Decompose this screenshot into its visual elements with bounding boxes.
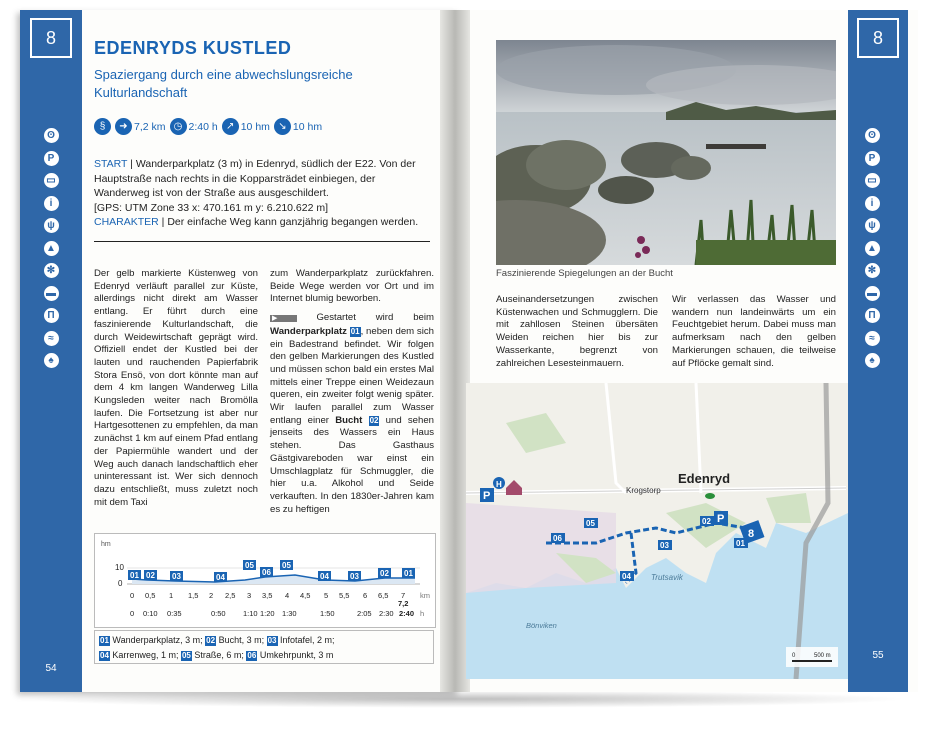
mountain-icon: ▲	[44, 241, 59, 256]
ascent-fact	[222, 118, 270, 135]
svg-text:01: 01	[404, 569, 413, 578]
svg-text:03: 03	[172, 572, 181, 581]
duration-value: 2:40 h	[188, 120, 218, 133]
time-axis	[130, 609, 424, 618]
descent-icon: ↘	[274, 118, 291, 135]
y-tick-10: 10	[115, 563, 124, 572]
legend-badge: 05	[181, 651, 191, 660]
ascent-icon: ↗	[222, 118, 239, 135]
svg-text:0:35: 0:35	[167, 609, 182, 618]
svg-text:P: P	[483, 490, 491, 502]
label-bonviken: Bönviken	[526, 621, 557, 630]
svg-text:1:50: 1:50	[320, 609, 335, 618]
waypoint-badge: 02	[369, 415, 379, 425]
distance-value: 7,2 km	[134, 120, 166, 133]
svg-text:04: 04	[216, 573, 225, 582]
svg-text:1:10: 1:10	[243, 609, 258, 618]
svg-text:1:30: 1:30	[282, 609, 297, 618]
svg-text:5,5: 5,5	[339, 591, 350, 600]
legend-badge: 01	[100, 636, 109, 645]
swim-icon: ≈	[44, 331, 59, 346]
gps-text: [GPS: UTM Zone 33 x: 470.161 m y: 6.210.622 m]	[94, 201, 329, 214]
svg-text:02: 02	[702, 517, 711, 526]
svg-text:2:05: 2:05	[357, 609, 372, 618]
bridge-icon: Π	[44, 308, 59, 323]
difficulty-fact	[94, 118, 111, 135]
col2-text-c: und sehen jenseits des Wassers ein Haus stehen. Das Gasthaus Gästgivareboden war einst ein Umschlagplatz für Schmuggler, die hier u.a. Alkohol und Seide verkauften. In den 1830er-Jahren kam es zu heftigen	[270, 414, 434, 515]
path-icon: §	[94, 118, 111, 135]
profile-unit: hm	[101, 541, 111, 548]
left-column-1: Der gelb markierte Küstenweg von Edenryd verläuft parallel zur Küste, allerdings nicht direkt am Wasser entlang. Er führt durch eine faszinierende Kulturlandschaft, die durch Weidewirtschaft geprägt wird. Offiziell endet der Kustled bei der lauten und rauchenden Papierfabrik Stora Ensö, von dort könnte man auf dem 4 km langen Wanderweg Lilla Kungsleden weiter nach Bromölla laufen. Die Fortsetzung ist aber nur Hartgesottenen zu empfehlen, da man zunächst 1 km auf einem Pfad entlang der Papiermühle wandert und der Weg auch danach landschaftlich eher uninteressant ist. Wer sich dennoch dazu entschließt, muss zuletzt noch mit dem Taxi	[94, 268, 258, 508]
swim-icon: ≈	[865, 331, 880, 346]
scale-zero: 0	[792, 653, 796, 659]
svg-text:6,5: 6,5	[378, 591, 389, 600]
signpost-icon: ➜	[115, 118, 132, 135]
descent-fact	[274, 118, 322, 135]
left-column-2	[270, 268, 434, 516]
label-krogstorp: Krogstorp	[626, 486, 661, 495]
legend-badge: 04	[100, 651, 109, 660]
svg-text:7,2: 7,2	[398, 599, 409, 608]
svg-text:2: 2	[209, 591, 214, 600]
svg-text:0:10: 0:10	[143, 609, 158, 618]
svg-text:2,5: 2,5	[225, 591, 236, 600]
ascent-value: 10 hm	[240, 120, 270, 133]
svg-text:05: 05	[245, 561, 254, 570]
col2-bold-a: Wanderparkplatz	[270, 325, 347, 337]
svg-text:1:20: 1:20	[260, 609, 275, 618]
svg-text:06: 06	[553, 534, 562, 543]
start-text: | Wanderparkplatz (3 m) in Edenryd, südlich der E22. Von der Hauptstraße nach rechts in die Kopparsträdet einbiegen, der Wanderweg ist von der Straße aus ausgeschildert.	[94, 158, 416, 200]
descent-value: 10 hm	[292, 120, 323, 133]
legend-badge: 02	[206, 636, 216, 645]
col2-text-b: , neben dem sich ein Badestrand befindet. Wir folgen den gelben Markierungen des Kustled und müssen schon bald ein erstes Mal mittels einer Treppe einen Weidezaun queren, ein zweiter folgt wenig später. Wir laufen parallel zum Wasser entlang einer	[270, 325, 434, 426]
svg-text:1,5: 1,5	[188, 591, 199, 600]
bus-icon: ▭	[865, 173, 880, 188]
scale-500: 500 m	[814, 653, 831, 659]
col2-bold-b: Bucht	[335, 414, 363, 426]
waypoint-badge: 01	[350, 326, 360, 336]
clock-icon: ◷	[170, 118, 187, 135]
route-subtitle: Spaziergang durch eine abwechslungsreiche Kulturlandschaft	[94, 67, 353, 100]
photo-caption: Faszinierende Spiegelungen an der Bucht	[496, 268, 673, 279]
svg-text:0,5: 0,5	[145, 591, 156, 600]
route-map	[466, 383, 848, 679]
svg-text:2:30: 2:30	[379, 609, 394, 618]
route-title: EDENRYDS KUSTLED	[94, 38, 292, 58]
svg-text:01: 01	[736, 539, 745, 548]
km-axis	[130, 591, 430, 608]
svg-text:6: 6	[363, 591, 368, 600]
left-color-band	[20, 10, 82, 692]
label-edenryd: Edenryd	[678, 471, 731, 486]
bear-icon: ʘ	[865, 128, 880, 143]
character-text: | Der einfache Weg kann ganzjährig begangen werden.	[158, 216, 419, 229]
mountain-icon: ▲	[865, 241, 880, 256]
column-2-body	[270, 312, 434, 516]
book-shadow	[20, 690, 910, 708]
parking-icon: P	[865, 151, 880, 166]
svg-text:4: 4	[285, 591, 290, 600]
svg-text:0: 0	[130, 591, 135, 600]
page-number-left: 54	[45, 663, 57, 674]
tree-icon: ♠	[865, 353, 880, 368]
info-icon: i	[44, 196, 59, 211]
car-icon: ▬	[865, 286, 880, 301]
right-column-1: Auseinandersetzungen zwischen Küstenwachen und Schmugglern. Die mit zahllosen Steinen übersäten Weiden reichen hier bis zur Wasserkante, begrenzt von zahlreichen Lesesteinmauern.	[496, 294, 658, 369]
svg-text:P: P	[717, 513, 725, 525]
right-column-2: Wir verlassen das Wasser und wandern nun landeinwärts um ein Feuchtgebiet herum. Dabei muss man aufmerksam nach den gelben Markierungen schauen, die teilweise auf Pflöcke gemalt sind.	[672, 294, 836, 369]
svg-text:03: 03	[350, 572, 359, 581]
bear-icon: ʘ	[44, 128, 59, 143]
start-label: START	[94, 158, 128, 170]
tree-icon: ♠	[44, 353, 59, 368]
svg-text:05: 05	[282, 561, 291, 570]
svg-text:03: 03	[660, 541, 669, 550]
svg-text:4,5: 4,5	[300, 591, 311, 600]
info-icon: i	[865, 196, 880, 211]
chapter-number-right: 8	[857, 18, 899, 58]
svg-text:0:50: 0:50	[211, 609, 226, 618]
chapter-number-left: 8	[30, 18, 72, 58]
svg-text:h: h	[420, 609, 425, 618]
legend-text: Umkehrpunkt, 3 m	[259, 650, 334, 660]
snow-icon: ✻	[44, 263, 59, 278]
legend-text: Infotafel, 2 m;	[280, 635, 335, 645]
car-icon: ▬	[44, 286, 59, 301]
svg-text:04: 04	[622, 572, 631, 581]
lake-photo	[496, 40, 836, 265]
y-tick-0: 0	[118, 579, 123, 588]
left-side-icons	[39, 128, 63, 376]
distance-fact	[115, 118, 166, 135]
route-info	[94, 157, 424, 230]
svg-text:8: 8	[748, 528, 755, 540]
svg-text:5: 5	[324, 591, 329, 600]
legend-badge: 06	[247, 651, 257, 660]
svg-text:1: 1	[169, 591, 174, 600]
svg-text:02: 02	[380, 569, 389, 578]
column-2-intro: zum Wanderparkplatz zurückfahren. Beide Wege werden vor Ort und im Internet blumig beworben.	[270, 268, 434, 305]
food-icon: ψ	[44, 218, 59, 233]
svg-text:06: 06	[262, 568, 271, 577]
waypoint-legend	[94, 630, 434, 664]
food-icon: ψ	[865, 218, 880, 233]
svg-text:H: H	[496, 480, 502, 489]
col2-text-a: Gestartet wird beim	[316, 312, 434, 324]
bus-icon: ▭	[44, 173, 59, 188]
elevation-chart	[95, 534, 435, 627]
snow-icon: ✻	[865, 263, 880, 278]
svg-text:3: 3	[247, 591, 252, 600]
svg-text:01: 01	[130, 571, 139, 580]
character-label: CHARAKTER	[94, 216, 159, 229]
right-side-icons	[860, 128, 884, 376]
label-trutsavik: Trutsavik	[651, 573, 683, 582]
elevation-profile	[94, 533, 436, 628]
photo-illustration	[496, 40, 836, 265]
svg-text:0: 0	[130, 609, 135, 618]
route-facts	[94, 118, 322, 135]
svg-text:04: 04	[320, 572, 329, 581]
page-number-right: 55	[872, 650, 884, 661]
svg-text:2:40: 2:40	[399, 609, 415, 618]
svg-text:02: 02	[146, 571, 155, 580]
svg-text:7: 7	[401, 591, 406, 600]
legend-text: Wanderparkplatz, 3 m;	[112, 635, 203, 645]
legend-text: Karrenweg, 1 m;	[112, 650, 179, 660]
divider-line	[94, 241, 430, 242]
play-icon: ▶	[272, 315, 295, 323]
svg-text:3,5: 3,5	[262, 591, 273, 600]
legend-badge: 03	[267, 636, 277, 645]
map-illustration	[466, 383, 848, 679]
legend-text: Straße, 6 m;	[194, 650, 244, 660]
bridge-icon: Π	[865, 308, 880, 323]
svg-text:km: km	[420, 591, 430, 600]
duration-fact	[170, 118, 218, 135]
legend-text: Bucht, 3 m;	[218, 635, 265, 645]
svg-text:05: 05	[586, 519, 595, 528]
parking-icon: P	[44, 151, 59, 166]
